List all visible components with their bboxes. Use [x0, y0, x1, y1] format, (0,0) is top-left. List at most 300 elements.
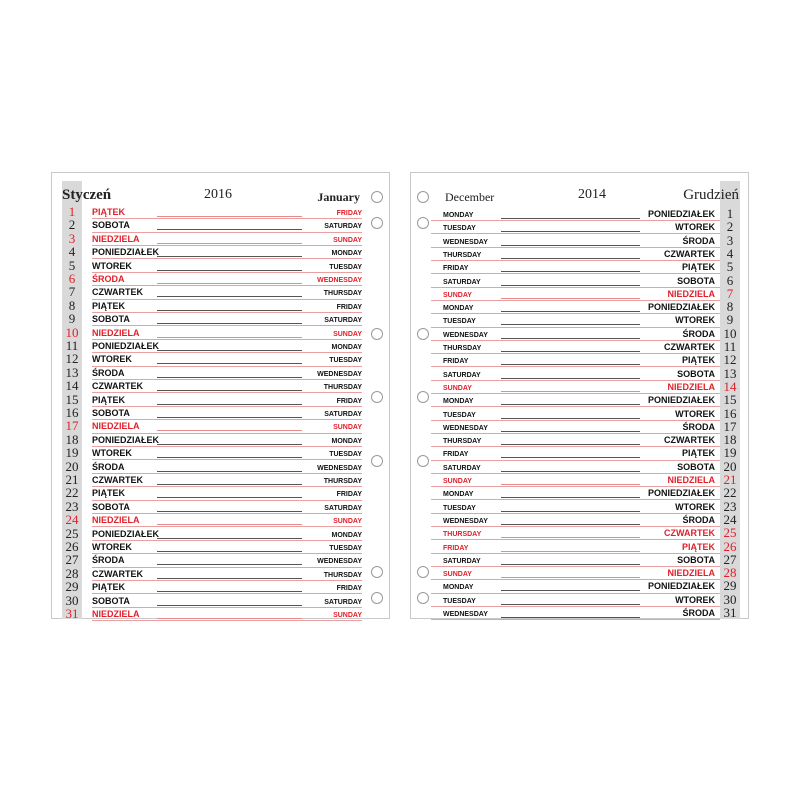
day-row — [431, 591, 740, 607]
weekday-english: THURSDAY — [443, 251, 482, 259]
writing-line[interactable] — [501, 285, 640, 286]
day-row — [62, 525, 362, 541]
weekday-english: SATURDAY — [324, 411, 362, 418]
day-number: 21 — [65, 472, 79, 487]
day-row — [431, 221, 740, 234]
weekday-english: WEDNESDAY — [443, 238, 488, 246]
weekday-polish: SOBOTA — [677, 368, 715, 379]
weekday-polish: PONIEDZIAŁEK — [647, 581, 715, 592]
weekday-english: FRIDAY — [336, 210, 362, 217]
day-number: 10 — [65, 324, 79, 340]
day-row — [431, 325, 740, 341]
writing-line[interactable] — [157, 484, 302, 485]
writing-line[interactable] — [501, 444, 640, 445]
day-number: 9 — [726, 312, 734, 328]
day-row — [62, 608, 362, 621]
weekday-polish: SOBOTA — [677, 554, 715, 565]
day-number: 29 — [723, 578, 737, 594]
day-row — [431, 474, 740, 487]
weekday-english: THURSDAY — [323, 290, 362, 298]
weekday-english: SATURDAY — [324, 598, 362, 606]
weekday-polish: CZWARTEK — [92, 287, 143, 298]
weekday-polish: WTOREK — [92, 448, 132, 459]
day-number: 5 — [68, 257, 76, 273]
day-row — [62, 230, 362, 246]
weekday-english: SUNDAY — [333, 236, 362, 244]
day-row — [431, 208, 740, 221]
day-row — [62, 474, 362, 487]
day-number: 3 — [726, 232, 734, 248]
writing-line[interactable] — [157, 444, 302, 445]
weekday-english: WEDNESDAY — [443, 611, 488, 618]
day-number: 1 — [726, 206, 734, 221]
weekday-polish: PONIEDZIAŁEK — [92, 528, 160, 539]
day-row — [431, 341, 740, 354]
day-number: 11 — [723, 339, 737, 354]
day-number: 27 — [65, 552, 79, 568]
day-number: 26 — [723, 538, 737, 554]
writing-line[interactable] — [157, 216, 302, 217]
weekday-english: FRIDAY — [443, 451, 469, 459]
binder-hole-icon — [371, 455, 383, 467]
day-number: 7 — [68, 284, 76, 300]
weekday-polish: ŚRODA — [92, 367, 125, 378]
weekday-english: SATURDAY — [324, 504, 362, 512]
binder-hole-icon — [371, 566, 383, 578]
weekday-polish: ŚRODA — [92, 555, 125, 566]
day-row — [62, 420, 362, 433]
weekday-polish: PIĄTEK — [681, 262, 715, 273]
writing-line[interactable] — [501, 311, 640, 312]
weekday-polish: PIĄTEK — [681, 448, 715, 459]
weekday-english: THURSDAY — [443, 531, 482, 539]
weekday-english: MONDAY — [443, 491, 474, 499]
writing-line[interactable] — [501, 577, 640, 578]
writing-line[interactable] — [501, 378, 640, 379]
weekday-polish: PIĄTEK — [681, 355, 715, 366]
day-number: 2 — [68, 217, 76, 233]
weekday-polish: NIEDZIELA — [667, 381, 715, 392]
day-row — [431, 567, 740, 580]
month-title-english: December — [445, 190, 495, 204]
writing-line[interactable] — [157, 591, 302, 592]
writing-line[interactable] — [501, 604, 640, 605]
writing-line[interactable] — [501, 271, 640, 272]
weekday-english: THURSDAY — [323, 478, 362, 485]
writing-line[interactable] — [157, 511, 302, 512]
day-number: 7 — [726, 285, 734, 301]
day-number: 25 — [723, 525, 737, 541]
binder-hole-icon — [417, 391, 429, 403]
weekday-english: THURSDAY — [443, 438, 482, 446]
weekday-english: MONDAY — [443, 584, 474, 592]
weekday-polish: ŚRODA — [682, 328, 715, 339]
day-row — [431, 285, 740, 301]
writing-line[interactable] — [157, 363, 302, 364]
day-number: 18 — [723, 432, 737, 448]
writing-line[interactable] — [501, 564, 640, 565]
writing-line[interactable] — [157, 283, 302, 284]
weekday-polish: PIĄTEK — [92, 582, 126, 593]
day-number: 31 — [65, 606, 79, 621]
writing-line[interactable] — [157, 578, 302, 579]
calendar-page-december-2014 — [410, 172, 749, 619]
writing-line[interactable] — [501, 537, 640, 538]
weekday-polish: ŚRODA — [682, 608, 715, 618]
weekday-english: TUESDAY — [329, 451, 362, 459]
weekday-english: FRIDAY — [336, 585, 362, 593]
binder-hole-icon — [417, 217, 429, 229]
writing-line[interactable] — [157, 323, 302, 324]
weekday-polish: ŚRODA — [682, 235, 715, 246]
weekday-polish: WTOREK — [675, 315, 715, 326]
month-title-polish: Grudzień — [683, 187, 739, 203]
weekday-english: SUNDAY — [443, 478, 472, 485]
day-row — [431, 261, 740, 274]
weekday-polish: SOBOTA — [92, 220, 130, 231]
writing-line[interactable] — [157, 551, 302, 552]
day-row — [62, 353, 362, 366]
weekday-polish: CZWARTEK — [664, 528, 715, 539]
day-row — [431, 511, 740, 527]
day-row — [431, 580, 740, 593]
day-number: 4 — [726, 245, 734, 261]
day-row — [62, 431, 362, 447]
day-row — [62, 541, 362, 554]
writing-line[interactable] — [157, 618, 302, 619]
day-row — [62, 297, 362, 313]
writing-line[interactable] — [157, 337, 302, 338]
weekday-polish: ŚRODA — [92, 274, 125, 284]
month-title-polish: Styczeń — [62, 187, 112, 203]
day-number: 5 — [726, 259, 734, 275]
writing-line[interactable] — [501, 617, 640, 618]
weekday-english: WEDNESDAY — [317, 277, 362, 284]
weekday-english: FRIDAY — [336, 491, 362, 499]
binder-hole-icon — [371, 391, 383, 403]
weekday-polish: WTOREK — [675, 501, 715, 512]
writing-line[interactable] — [501, 551, 640, 552]
writing-line[interactable] — [157, 404, 302, 405]
day-row — [431, 607, 740, 620]
day-number: 15 — [65, 391, 79, 407]
weekday-english: MONDAY — [331, 250, 362, 258]
weekday-english: MONDAY — [443, 212, 474, 219]
writing-line[interactable] — [501, 218, 640, 219]
day-row — [431, 447, 740, 460]
writing-line[interactable] — [501, 511, 640, 512]
weekday-english: SATURDAY — [324, 223, 362, 231]
weekday-polish: ŚRODA — [92, 461, 125, 472]
writing-line[interactable] — [157, 256, 302, 257]
day-row — [431, 365, 740, 381]
day-number: 12 — [65, 351, 79, 367]
weekday-english: WEDNESDAY — [443, 331, 488, 339]
weekday-english: SUNDAY — [333, 518, 362, 526]
writing-line[interactable] — [157, 497, 302, 498]
writing-line[interactable] — [501, 364, 640, 365]
writing-line[interactable] — [157, 524, 302, 525]
day-number: 23 — [723, 498, 737, 514]
day-number: 8 — [726, 299, 734, 315]
weekday-polish: WTOREK — [92, 542, 132, 552]
day-row — [431, 458, 740, 474]
writing-line[interactable] — [501, 298, 640, 299]
writing-line[interactable] — [501, 524, 640, 525]
writing-line[interactable] — [501, 418, 640, 419]
writing-line[interactable] — [501, 457, 640, 458]
weekday-english: SUNDAY — [443, 384, 472, 392]
weekday-polish: PIĄTEK — [92, 207, 126, 217]
weekday-polish: PONIEDZIAŁEK — [92, 341, 160, 351]
day-row — [431, 232, 740, 248]
writing-line[interactable] — [157, 417, 302, 418]
weekday-english: SATURDAY — [443, 464, 481, 472]
year-label: 2016 — [204, 187, 232, 202]
weekday-english: SUNDAY — [443, 291, 472, 299]
day-row — [62, 273, 362, 286]
day-row — [431, 245, 740, 261]
weekday-polish: NIEDZIELA — [667, 288, 715, 299]
weekday-polish: NIEDZIELA — [92, 233, 140, 244]
day-number: 14 — [65, 378, 79, 394]
weekday-english: WEDNESDAY — [443, 517, 488, 525]
day-number: 20 — [65, 458, 79, 474]
day-row — [62, 447, 362, 460]
binder-hole-icon — [417, 328, 429, 340]
weekday-polish: NIEDZIELA — [92, 515, 140, 526]
weekday-polish: WTOREK — [92, 354, 132, 365]
weekday-english: MONDAY — [331, 344, 362, 351]
day-row — [62, 498, 362, 514]
day-row — [62, 458, 362, 474]
weekday-english: SATURDAY — [324, 317, 362, 325]
writing-line[interactable] — [501, 471, 640, 472]
day-row — [62, 581, 362, 594]
weekday-polish: CZWARTEK — [92, 381, 143, 392]
binder-hole-icon — [417, 566, 429, 578]
day-number: 24 — [723, 511, 737, 527]
day-row — [62, 313, 362, 326]
writing-line[interactable] — [157, 377, 302, 378]
month-title-english: January — [317, 190, 360, 204]
weekday-english: TUESDAY — [443, 411, 476, 419]
weekday-english: FRIDAY — [336, 397, 362, 405]
weekday-english: FRIDAY — [336, 303, 362, 311]
weekday-english: TUESDAY — [329, 357, 362, 365]
weekday-polish: PONIEDZIAŁEK — [92, 434, 160, 445]
writing-line[interactable] — [157, 296, 302, 297]
weekday-polish: WTOREK — [92, 260, 132, 271]
weekday-english: TUESDAY — [443, 504, 476, 512]
day-row — [431, 272, 740, 288]
writing-line[interactable] — [501, 324, 640, 325]
day-number: 29 — [65, 579, 79, 595]
binder-hole-icon — [371, 217, 383, 229]
weekday-english: TUESDAY — [443, 318, 476, 326]
day-number: 17 — [65, 418, 79, 434]
day-row — [62, 514, 362, 527]
weekday-polish: PIĄTEK — [92, 488, 126, 499]
day-number: 16 — [723, 405, 737, 421]
day-number: 26 — [65, 539, 79, 554]
day-row — [62, 340, 362, 353]
writing-line[interactable] — [157, 457, 302, 458]
weekday-polish: PONIEDZIAŁEK — [647, 209, 715, 219]
day-row — [62, 592, 362, 608]
weekday-polish: NIEDZIELA — [667, 475, 715, 485]
day-number: 14 — [723, 378, 737, 394]
weekday-english: TUESDAY — [443, 597, 476, 605]
weekday-english: MONDAY — [443, 305, 474, 313]
writing-line[interactable] — [157, 564, 302, 565]
writing-line[interactable] — [157, 229, 302, 230]
writing-line[interactable] — [157, 310, 302, 311]
day-row — [62, 380, 362, 393]
day-row — [62, 407, 362, 420]
weekday-english: MONDAY — [331, 531, 362, 539]
writing-line[interactable] — [157, 471, 302, 472]
day-number: 10 — [723, 325, 737, 341]
day-row — [62, 324, 362, 340]
writing-line[interactable] — [501, 431, 640, 432]
binder-hole-icon — [417, 592, 429, 604]
calendar-page-january-2016 — [51, 172, 390, 619]
weekday-polish: CZWARTEK — [92, 475, 143, 485]
writing-line[interactable] — [157, 538, 302, 539]
weekday-english: WEDNESDAY — [443, 424, 488, 432]
weekday-english: THURSDAY — [323, 384, 362, 392]
day-number: 19 — [723, 445, 737, 461]
weekday-polish: SOBOTA — [92, 314, 130, 325]
writing-line[interactable] — [501, 590, 640, 591]
day-number: 24 — [65, 512, 79, 528]
day-number: 17 — [723, 418, 737, 434]
day-number: 28 — [65, 565, 79, 581]
weekday-polish: PONIEDZIAŁEK — [647, 302, 715, 313]
day-row — [62, 286, 362, 299]
weekday-english: SATURDAY — [443, 278, 481, 286]
day-number: 20 — [723, 458, 737, 474]
weekday-polish: PONIEDZIAŁEK — [647, 488, 715, 499]
day-row — [431, 394, 740, 407]
weekday-english: WEDNESDAY — [317, 370, 362, 378]
weekday-polish: NIEDZIELA — [92, 421, 140, 432]
day-number: 13 — [723, 365, 737, 381]
weekday-english: SUNDAY — [333, 424, 362, 432]
writing-line[interactable] — [157, 430, 302, 431]
day-number: 4 — [68, 244, 76, 260]
day-number: 28 — [723, 565, 737, 581]
writing-line[interactable] — [157, 605, 302, 606]
binder-hole-icon — [417, 455, 429, 467]
day-row — [62, 219, 362, 232]
binder-hole-icon — [371, 191, 383, 203]
day-number: 6 — [68, 271, 76, 286]
day-number: 23 — [65, 498, 79, 514]
writing-line[interactable] — [501, 391, 640, 392]
writing-line[interactable] — [501, 404, 640, 405]
weekday-english: WEDNESDAY — [317, 464, 362, 472]
weekday-polish: SOBOTA — [677, 275, 715, 286]
weekday-polish: PONIEDZIAŁEK — [92, 247, 160, 258]
weekday-polish: CZWARTEK — [664, 435, 715, 446]
weekday-polish: CZWARTEK — [92, 568, 143, 579]
writing-line[interactable] — [501, 351, 640, 352]
writing-line[interactable] — [501, 338, 640, 339]
day-row — [62, 554, 362, 567]
writing-line[interactable] — [501, 231, 640, 232]
writing-line[interactable] — [501, 497, 640, 498]
weekday-polish: NIEDZIELA — [92, 327, 140, 338]
day-number: 21 — [723, 472, 737, 487]
weekday-polish: SOBOTA — [677, 461, 715, 472]
day-row — [431, 551, 740, 567]
writing-line[interactable] — [501, 258, 640, 259]
weekday-english: SUNDAY — [333, 330, 362, 338]
weekday-english: MONDAY — [443, 398, 474, 406]
day-row — [431, 378, 740, 394]
weekday-polish: NIEDZIELA — [92, 609, 140, 619]
day-number: 22 — [723, 485, 737, 501]
weekday-polish: PIĄTEK — [681, 541, 715, 552]
writing-line[interactable] — [157, 270, 302, 271]
weekday-english: THURSDAY — [443, 345, 482, 352]
day-row — [62, 487, 362, 500]
weekday-polish: ŚRODA — [682, 421, 715, 432]
weekday-english: TUESDAY — [443, 225, 476, 233]
day-row — [431, 527, 740, 540]
writing-line[interactable] — [501, 245, 640, 246]
writing-line[interactable] — [157, 390, 302, 391]
weekday-polish: SOBOTA — [92, 408, 130, 418]
day-number: 9 — [68, 311, 76, 327]
day-row — [431, 301, 740, 314]
day-number: 2 — [726, 219, 734, 235]
writing-line[interactable] — [157, 350, 302, 351]
weekday-polish: PONIEDZIAŁEK — [647, 395, 715, 406]
weekday-english: FRIDAY — [443, 265, 469, 273]
weekday-english: TUESDAY — [329, 545, 362, 552]
writing-line[interactable] — [157, 243, 302, 244]
binder-hole-icon — [371, 592, 383, 604]
day-number: 30 — [723, 591, 737, 607]
weekday-english: SATURDAY — [443, 371, 481, 379]
day-row — [431, 354, 740, 367]
binder-hole-icon — [371, 328, 383, 340]
day-number: 25 — [65, 525, 79, 541]
row-divider — [431, 619, 720, 620]
day-number: 8 — [68, 297, 76, 313]
weekday-english: MONDAY — [331, 437, 362, 445]
day-row — [431, 418, 740, 434]
day-number: 30 — [65, 592, 79, 608]
day-number: 19 — [65, 445, 79, 461]
weekday-polish: SOBOTA — [92, 501, 130, 512]
weekday-polish: CZWARTEK — [664, 342, 715, 352]
day-number: 31 — [723, 605, 737, 620]
weekday-english: TUESDAY — [329, 263, 362, 271]
day-number: 22 — [65, 485, 79, 501]
weekday-english: WEDNESDAY — [317, 558, 362, 566]
writing-line[interactable] — [501, 484, 640, 485]
day-number: 3 — [68, 230, 76, 246]
day-row — [62, 257, 362, 273]
day-row — [431, 405, 740, 421]
weekday-polish: SOBOTA — [92, 595, 130, 606]
day-number: 13 — [65, 364, 79, 380]
day-number: 12 — [723, 352, 737, 368]
